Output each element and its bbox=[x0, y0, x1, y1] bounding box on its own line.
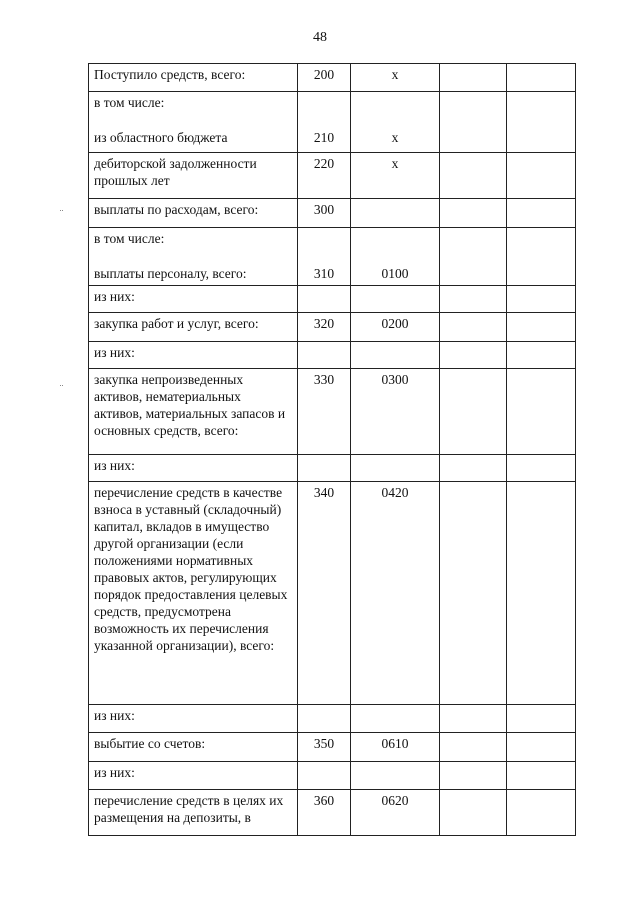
row-description: закупка работ и услуг, всего: bbox=[89, 313, 298, 342]
row-kbk-code bbox=[351, 92, 440, 153]
row-description bbox=[89, 92, 298, 153]
table-row bbox=[89, 153, 576, 199]
row-code bbox=[298, 228, 351, 286]
row-kbk-code bbox=[351, 455, 440, 482]
row-description: из них: bbox=[89, 762, 298, 790]
row-description: перечисление средств в целях их размещения на депозиты, в bbox=[89, 790, 298, 836]
table-row bbox=[89, 762, 576, 790]
row-code bbox=[298, 455, 351, 482]
row-description: дебиторской задолженности прошлых лет bbox=[89, 153, 298, 199]
row-kbk-code: x bbox=[351, 64, 440, 92]
financial-table bbox=[88, 63, 576, 836]
empty-cell bbox=[440, 733, 507, 762]
empty-cell bbox=[507, 733, 576, 762]
row-code: 340 bbox=[298, 482, 351, 705]
empty-cell bbox=[507, 369, 576, 455]
row-kbk-code: 0300 bbox=[351, 369, 440, 455]
row-code bbox=[298, 92, 351, 153]
empty-cell bbox=[507, 455, 576, 482]
table-row bbox=[89, 705, 576, 733]
row-description: Поступило средств, всего: bbox=[89, 64, 298, 92]
row-description: выплаты по расходам, всего: bbox=[89, 199, 298, 228]
row-code-text: 310 bbox=[313, 266, 335, 281]
row-code bbox=[298, 286, 351, 313]
empty-cell bbox=[440, 790, 507, 836]
row-kbk-code bbox=[351, 762, 440, 790]
row-description: выбытие со счетов: bbox=[89, 733, 298, 762]
empty-cell bbox=[440, 762, 507, 790]
empty-cell bbox=[507, 790, 576, 836]
empty-cell bbox=[507, 153, 576, 199]
table-row bbox=[89, 790, 576, 836]
empty-cell bbox=[507, 313, 576, 342]
empty-cell bbox=[507, 199, 576, 228]
table-row bbox=[89, 313, 576, 342]
table-row bbox=[89, 199, 576, 228]
row-code-text: 210 bbox=[313, 130, 335, 145]
row-kbk-text: x bbox=[391, 130, 399, 145]
row-kbk-code bbox=[351, 199, 440, 228]
row-description-text: из областного бюджета bbox=[94, 130, 228, 145]
row-description-text: выплаты персоналу, всего: bbox=[94, 266, 247, 281]
margin-mark bbox=[60, 385, 63, 386]
empty-cell bbox=[440, 482, 507, 705]
row-code: 350 bbox=[298, 733, 351, 762]
table-row bbox=[89, 455, 576, 482]
empty-cell bbox=[507, 342, 576, 369]
empty-cell bbox=[507, 482, 576, 705]
table-row bbox=[89, 369, 576, 455]
empty-cell bbox=[507, 92, 576, 153]
row-code: 200 bbox=[298, 64, 351, 92]
row-kbk-code bbox=[351, 342, 440, 369]
table-row bbox=[89, 733, 576, 762]
row-description: из них: bbox=[89, 286, 298, 313]
table-row bbox=[89, 92, 576, 153]
empty-cell bbox=[440, 705, 507, 733]
empty-cell bbox=[507, 762, 576, 790]
row-kbk-code bbox=[351, 228, 440, 286]
row-code: 300 bbox=[298, 199, 351, 228]
row-kbk-code: 0420 bbox=[351, 482, 440, 705]
row-code: 220 bbox=[298, 153, 351, 199]
table-row bbox=[89, 342, 576, 369]
row-kbk-code: 0610 bbox=[351, 733, 440, 762]
row-code bbox=[298, 342, 351, 369]
empty-cell bbox=[507, 286, 576, 313]
row-kbk-text: 0100 bbox=[381, 266, 409, 281]
row-code bbox=[298, 762, 351, 790]
empty-cell bbox=[440, 286, 507, 313]
row-description: из них: bbox=[89, 455, 298, 482]
empty-cell bbox=[507, 228, 576, 286]
table-row bbox=[89, 286, 576, 313]
row-description bbox=[89, 228, 298, 286]
empty-cell bbox=[507, 64, 576, 92]
row-description: перечисление средств в качестве взноса в уставный (складочный) капитал, вкладов в имущество другой организации (если положениями нормативных правовых актов, регулирующих порядок предоставления целевых средств, предусмотрена возможность их перечисления указанной организации), всего: bbox=[89, 482, 298, 705]
table-row bbox=[89, 64, 576, 92]
row-kbk-code: x bbox=[351, 153, 440, 199]
row-code: 320 bbox=[298, 313, 351, 342]
empty-cell bbox=[440, 455, 507, 482]
margin-mark bbox=[60, 210, 63, 211]
empty-cell bbox=[507, 705, 576, 733]
table-row bbox=[89, 228, 576, 286]
row-kbk-code: 0620 bbox=[351, 790, 440, 836]
empty-cell bbox=[440, 369, 507, 455]
row-kbk-code: 0200 bbox=[351, 313, 440, 342]
row-description: из них: bbox=[89, 342, 298, 369]
empty-cell bbox=[440, 153, 507, 199]
subheading-text: в том числе: bbox=[94, 231, 165, 246]
empty-cell bbox=[440, 92, 507, 153]
empty-cell bbox=[440, 199, 507, 228]
page-number: 48 bbox=[313, 30, 327, 45]
empty-cell bbox=[440, 64, 507, 92]
row-kbk-code bbox=[351, 286, 440, 313]
row-code: 330 bbox=[298, 369, 351, 455]
subheading-text: в том числе: bbox=[94, 95, 165, 110]
empty-cell bbox=[440, 228, 507, 286]
row-description: закупка непроизведенных активов, нематериальных активов, материальных запасов и основных средств, всего: bbox=[89, 369, 298, 455]
empty-cell bbox=[440, 313, 507, 342]
row-kbk-code bbox=[351, 705, 440, 733]
row-description: из них: bbox=[89, 705, 298, 733]
table-row bbox=[89, 482, 576, 705]
empty-cell bbox=[440, 342, 507, 369]
row-code: 360 bbox=[298, 790, 351, 836]
row-code bbox=[298, 705, 351, 733]
